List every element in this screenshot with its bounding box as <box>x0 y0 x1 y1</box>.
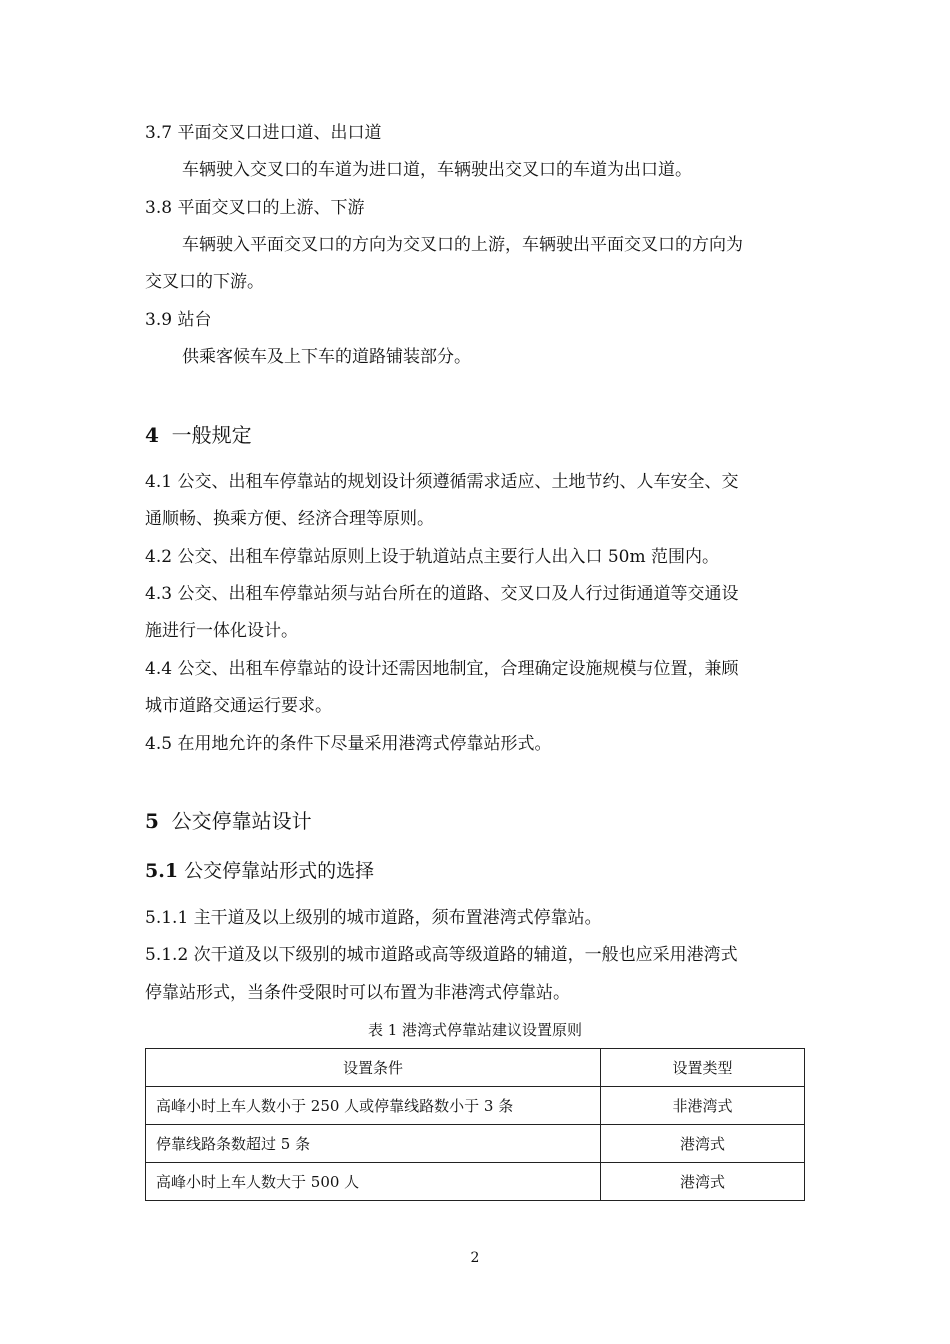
section-3-8-title: 3.8 平面交叉口的上游、下游 <box>145 198 365 218</box>
clause-4-3-line1: 4.3 公交、出租车停靠站须与站台所在的道路、交叉口及人行过街通道等交通设 <box>145 584 739 604</box>
page-number: 2 <box>470 1250 480 1266</box>
clause-4-1-line2: 通顺畅、换乘方便、经济合理等原则。 <box>145 509 434 529</box>
section-5-1-heading <box>145 858 374 884</box>
table-header-row <box>146 1049 805 1087</box>
clause-5-1-2-line1: 5.1.2 次干道及以下级别的城市道路或高等级道路的辅道，一般也应采用港湾式 <box>145 945 738 965</box>
cell-type: 非港湾式 <box>601 1087 805 1125</box>
section-3-9-title: 3.9 站台 <box>145 310 212 330</box>
section-3-8-body-line1: 车辆驶入平面交叉口的方向为交叉口的上游，车辆驶出平面交叉口的方向为 <box>182 235 743 255</box>
clause-4-5: 4.5 在用地允许的条件下尽量采用港湾式停靠站形式。 <box>145 734 552 754</box>
clause-4-3-line2: 施进行一体化设计。 <box>145 621 298 641</box>
clause-4-1-line1: 4.1 公交、出租车停靠站的规划设计须遵循需求适应、土地节约、人车安全、交 <box>145 472 739 492</box>
clause-4-2: 4.2 公交、出租车停靠站原则上设于轨道站点主要行人出入口 50m 范围内。 <box>145 547 719 567</box>
clause-5-1-2-line2: 停靠站形式，当条件受限时可以布置为非港湾式停靠站。 <box>145 983 570 1003</box>
cell-type: 港湾式 <box>601 1125 805 1163</box>
chapter-5-title: 公交停靠站设计 <box>171 809 312 833</box>
chapter-5-heading <box>145 808 312 834</box>
table-row <box>146 1163 805 1201</box>
chapter-4-title: 一般规定 <box>171 423 252 447</box>
cell-condition: 停靠线路条数超过 5 条 <box>146 1125 601 1163</box>
section-5-1-number: 5.1 <box>145 860 179 882</box>
clause-4-4-line2: 城市道路交通运行要求。 <box>145 696 332 716</box>
cell-type: 港湾式 <box>601 1163 805 1201</box>
table-row <box>146 1087 805 1125</box>
header-type: 设置类型 <box>601 1049 805 1087</box>
section-5-1-title: 公交停靠站形式的选择 <box>184 860 375 882</box>
cell-condition: 高峰小时上车人数大于 500 人 <box>146 1163 601 1201</box>
clause-4-4-line1: 4.4 公交、出租车停靠站的设计还需因地制宜，合理确定设施规模与位置，兼顾 <box>145 659 739 679</box>
chapter-5-number: 5 <box>145 809 159 833</box>
chapter-4-heading <box>145 422 252 448</box>
section-3-7-title: 3.7 平面交叉口进口道、出口道 <box>145 123 382 143</box>
section-3-7-body: 车辆驶入交叉口的车道为进口道，车辆驶出交叉口的车道为出口道。 <box>182 160 692 180</box>
setting-principles-table <box>145 1048 805 1201</box>
section-3-8-body-line2: 交叉口的下游。 <box>145 272 264 292</box>
clause-5-1-1: 5.1.1 主干道及以上级别的城市道路，须布置港湾式停靠站。 <box>145 908 602 928</box>
cell-condition: 高峰小时上车人数小于 250 人或停靠线路数小于 3 条 <box>146 1087 601 1125</box>
header-condition: 设置条件 <box>146 1049 601 1087</box>
table-caption: 表 1 港湾式停靠站建议设置原则 <box>367 1021 583 1039</box>
section-3-9-body: 供乘客候车及上下车的道路铺装部分。 <box>182 347 471 367</box>
table-row <box>146 1125 805 1163</box>
chapter-4-number: 4 <box>145 423 159 447</box>
